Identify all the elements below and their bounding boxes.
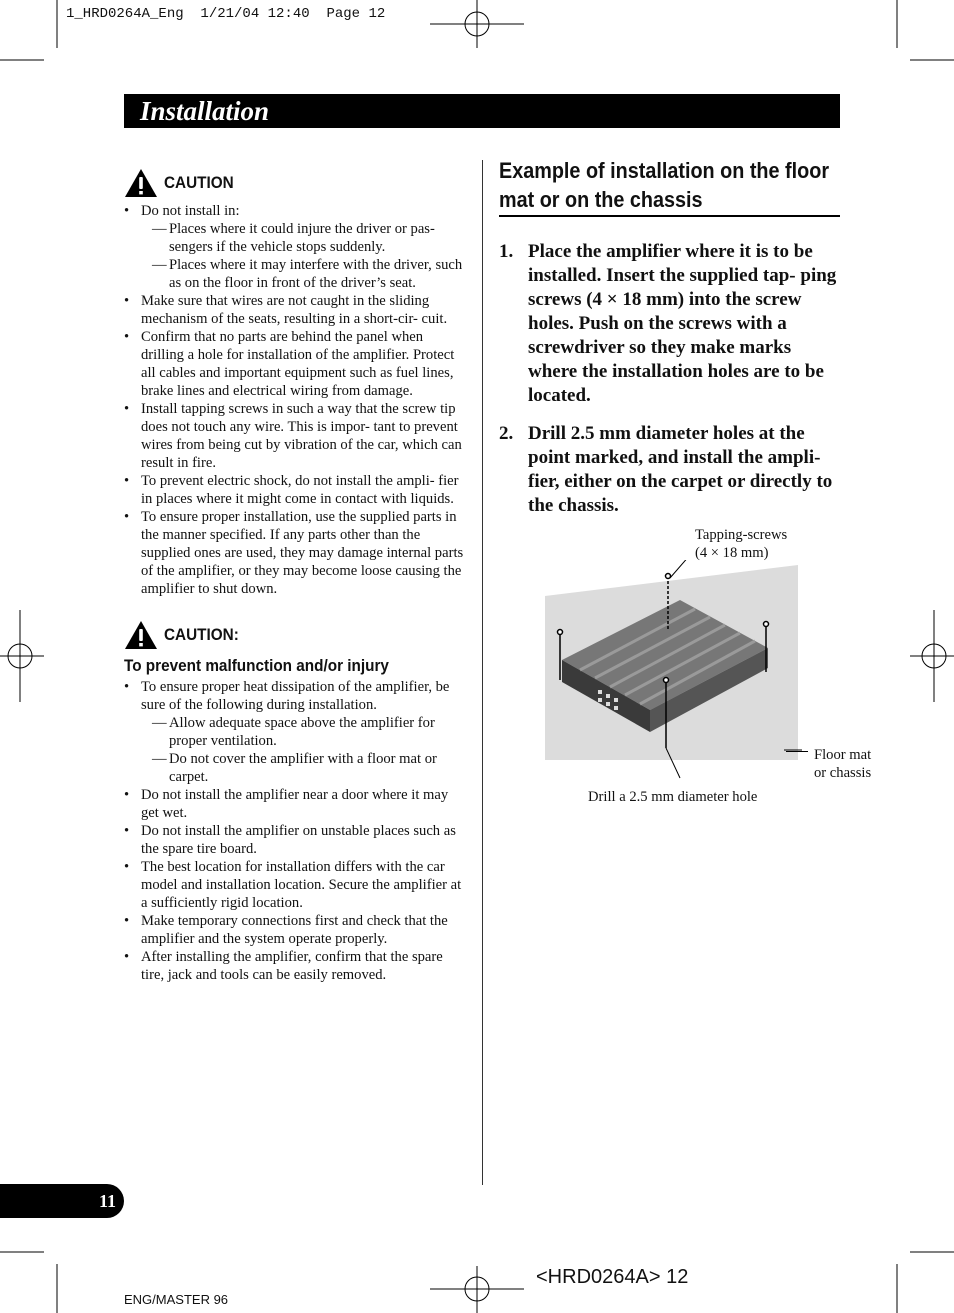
list-item: • Make sure that wires are not caught in the sliding mechanism of the seats, resulting in a short-cir- cuit. xyxy=(124,292,466,328)
list-item xyxy=(124,678,466,786)
section-title: Example of installation on the floor mat or on the chassis xyxy=(499,158,830,212)
step-item xyxy=(499,240,841,408)
steps-block xyxy=(499,240,841,532)
label-line: or chassis xyxy=(814,765,872,781)
label-line: (4 × 18 mm) xyxy=(695,545,769,561)
caution-label: CAUTION xyxy=(164,173,234,192)
sub-list-item: — Do not cover the amplifier with a floor mat or carpet. xyxy=(152,750,466,786)
warning-triangle-icon xyxy=(124,168,158,198)
list-item xyxy=(124,202,466,292)
caution-list xyxy=(124,202,466,598)
step-text: Drill 2.5 mm diameter holes at the point marked, and install the ampli- fier, either on the carpet or directly to the chassis. xyxy=(528,423,833,516)
steps-list xyxy=(499,240,841,518)
list-item-text: To ensure proper heat dissipation of the amplifier, be sure of the following during installation. xyxy=(141,679,450,713)
page-number: 11 xyxy=(98,1191,116,1211)
sub-list xyxy=(141,714,466,786)
figure-label-floor xyxy=(814,746,871,782)
step-number: 2. xyxy=(499,423,514,444)
caution-heading-2 xyxy=(124,620,466,650)
caution-label: CAUTION: xyxy=(164,625,239,644)
list-item: • Do not install the amplifier near a door where it may get wet. xyxy=(124,786,466,822)
list-item-text: Do not install in: xyxy=(141,203,240,219)
page-title: Installation xyxy=(140,96,270,126)
figure-label-screws xyxy=(695,526,787,562)
amplifier-installation-illustration xyxy=(540,560,802,790)
list-item: • To prevent electric shock, do not install the ampli- fier in places where it might come in contact with liquids. xyxy=(124,472,466,508)
figure-label-drill: Drill a 2.5 mm diameter hole xyxy=(588,789,758,805)
warning-triangle-icon xyxy=(124,620,158,650)
list-item: • Make temporary connections first and check that the amplifier and the system operate properly. xyxy=(124,912,466,948)
document-code: <HRD0264A> 12 xyxy=(536,1266,689,1288)
master-label: ENG/MASTER 96 xyxy=(124,1292,229,1307)
step-text: Place the amplifier where it is to be installed. Insert the supplied tap- ping screws (4 × 18 mm) into the screw holes. Push on the screws with a screwdriver so they make marks where the installation holes are to be located. xyxy=(528,241,837,406)
label-line: Tapping-screws xyxy=(695,527,788,543)
caution-subheading: To prevent malfunction and/or injury xyxy=(124,656,389,675)
list-item: • The best location for installation differs with the car model and installation location. Secure the amplifier at a sufficiently rigid location. xyxy=(124,858,466,912)
list-item: • To ensure proper installation, use the supplied parts in the manner specified. If any parts other than the supplied ones are used, they may damage internal parts of the amplifier, or they may become loose causing the amplifier to shut down. xyxy=(124,508,466,598)
page-number-tab xyxy=(0,1184,124,1218)
title-bar xyxy=(124,94,840,128)
leader-floor xyxy=(786,751,808,752)
list-item: • Confirm that no parts are behind the panel when drilling a hole for installation of the amplifier. Protect all cables and important equipment such as fuel lines, brake lines and electrical wiring from damage. xyxy=(124,328,466,400)
section-rule xyxy=(499,215,840,217)
sub-list-item: — Places where it may interfere with the driver, such as on the floor in front of the driver’s seat. xyxy=(152,256,466,292)
sub-list-item: — Allow adequate space above the amplifier for proper ventilation. xyxy=(152,714,466,750)
step-item xyxy=(499,422,841,518)
list-item: • After installing the amplifier, confirm that the spare tire, jack and tools can be easily removed. xyxy=(124,948,466,984)
list-item: • Do not install the amplifier on unstable places such as the spare tire board. xyxy=(124,822,466,858)
list-item: • Install tapping screws in such a way that the screw tip does not touch any wire. This is impor- tant to prevent wires from being cut by vibration of the car, which can result in fire. xyxy=(124,400,466,472)
left-column xyxy=(124,168,466,984)
sub-list-item: — Places where it could injure the driver or pas- sengers if the vehicle stops suddenly. xyxy=(152,220,466,256)
step-number: 1. xyxy=(499,241,514,262)
column-divider xyxy=(482,160,483,1185)
caution-heading xyxy=(124,168,466,198)
sub-list xyxy=(141,220,466,292)
caution-list-2 xyxy=(124,678,466,984)
print-slug: 1_HRD0264A_Eng 1/21/04 12:40 Page 12 xyxy=(66,6,386,22)
label-line: Floor mat xyxy=(814,747,872,763)
